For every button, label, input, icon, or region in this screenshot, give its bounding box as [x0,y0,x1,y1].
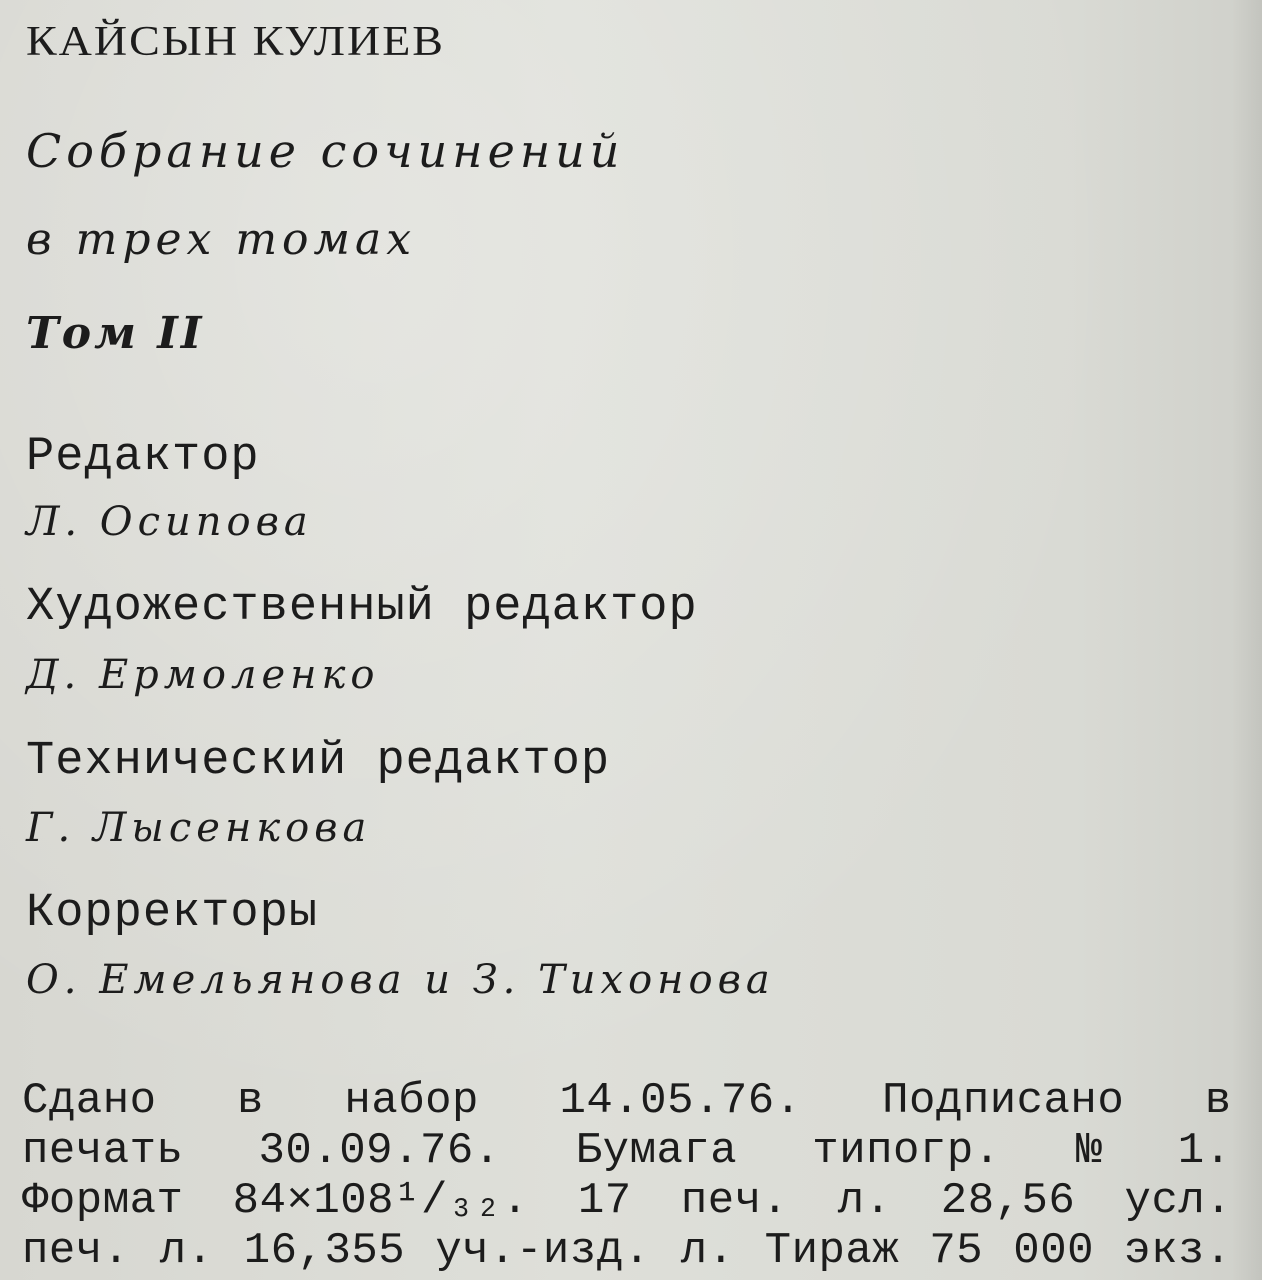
imprint-line-2: печать 30.09.76. Бумага типогр. № 1. [22,1126,1232,1176]
imprint-line-3: Формат 84×108¹/₃₂. 17 печ. л. 28,56 усл. [22,1176,1233,1226]
imprint-line-1: Сдано в набор 14.05.76. Подписано в [22,1076,1232,1126]
title-line-1: Собрание сочинений [26,124,625,178]
title-line-2: в трех томах [26,214,417,265]
volume-number: Том II [26,308,205,359]
credit-name-proofreaders: О. Емельянова и З. Тихонова [26,957,775,1003]
imprint-block [22,1076,1232,1276]
credit-role-tech-editor: Технический редактор [26,735,611,788]
author-name: КАЙСЫН КУЛИЕВ [26,17,445,65]
credit-name-tech-editor: Г. Лысенкова [26,805,372,851]
credit-role-editor: Редактор [26,431,260,484]
page-shadow [1232,0,1262,1280]
credit-role-proofreaders: Корректоры [26,887,319,940]
credit-name-editor: Л. Осипова [26,499,313,545]
credit-role-art-editor: Художественный редактор [26,581,698,634]
credit-name-art-editor: Д. Ермоленко [26,652,380,698]
imprint-line-4: печ. л. 16,355 уч.-изд. л. Тираж 75 000 экз. [22,1226,1232,1276]
